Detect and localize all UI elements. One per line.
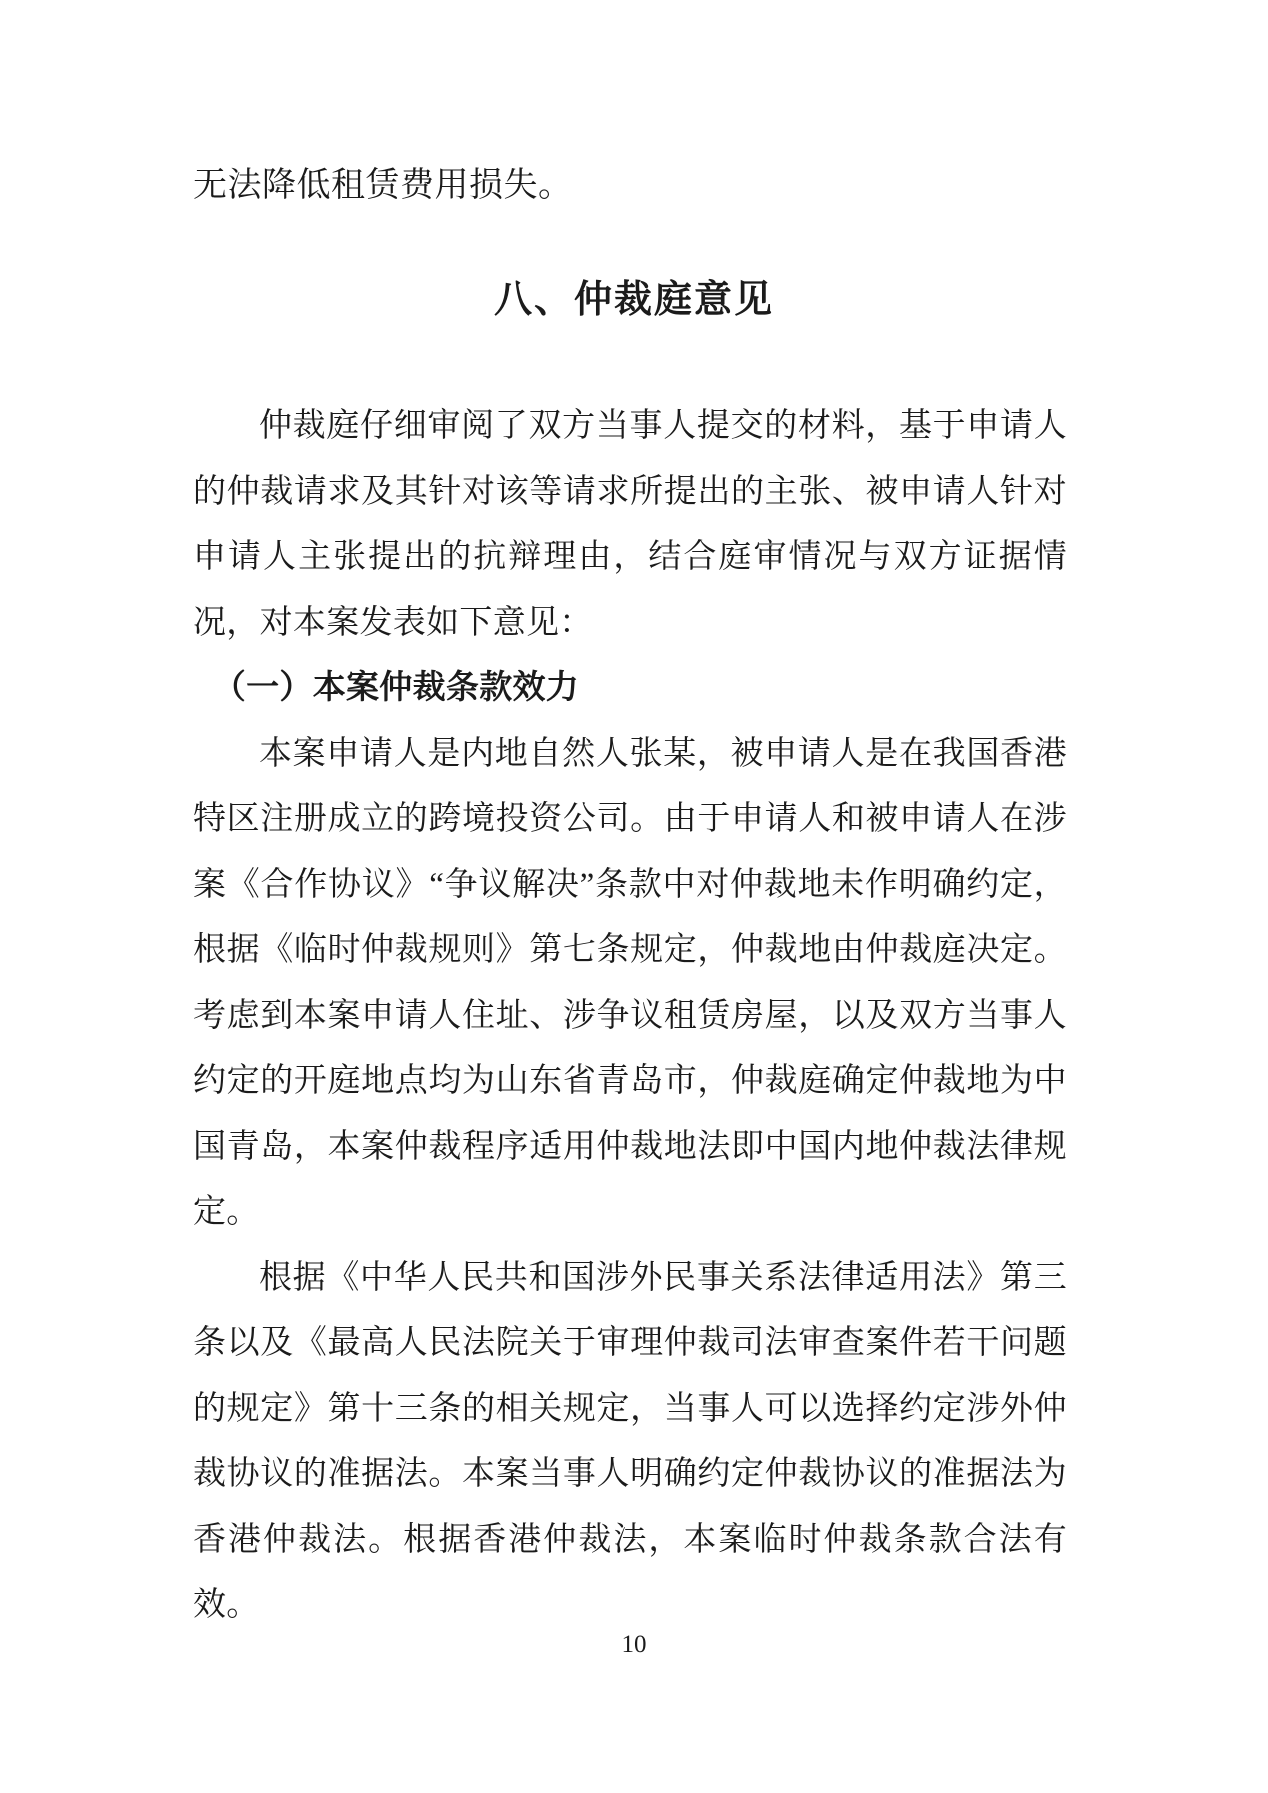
- continuation-paragraph-line: 无法降低租赁费用损失。: [193, 167, 573, 204]
- body-paragraph-2: 本案申请人是内地自然人张某，被申请人是在我国香港特区注册成立的跨境投资公司。由于申请人和被申请人在涉案《合作协议》“争议解决”条款中对仲裁地未作明确约定，根据《临时仲裁规则》第七条规定，仲裁地由仲裁庭决定。考虑到本案申请人住址、涉争议租赁房屋，以及双方当事人约定的开庭地点均为山东省青岛市，仲裁庭确定仲裁地为中国青岛，本案仲裁程序适用仲裁地法即中国内地仲裁法律规定。: [193, 735, 1067, 1230]
- page-number: 10: [621, 1631, 647, 1658]
- body-paragraph-1: 仲裁庭仔细审阅了双方当事人提交的材料，基于申请人的仲裁请求及其针对该等请求所提出的主张、被申请人针对申请人主张提出的抗辩理由，结合庭审情况与双方证据情况，对本案发表如下意见：: [193, 408, 1067, 641]
- body-text-block: [193, 394, 1067, 1639]
- section-heading: 八、仲裁庭意见: [493, 279, 774, 321]
- subsection-heading: （一）本案仲裁条款效力: [212, 670, 580, 706]
- body-paragraph-3: 根据《中华人民共和国涉外民事关系法律适用法》第三条以及《最高人民法院关于审理仲裁司法审查案件若干问题的规定》第十三条的相关规定，当事人可以选择约定涉外仲裁协议的准据法。本案当事人明确约定仲裁协议的准据法为香港仲裁法。根据香港仲裁法，本案临时仲裁条款合法有效。: [193, 1259, 1067, 1623]
